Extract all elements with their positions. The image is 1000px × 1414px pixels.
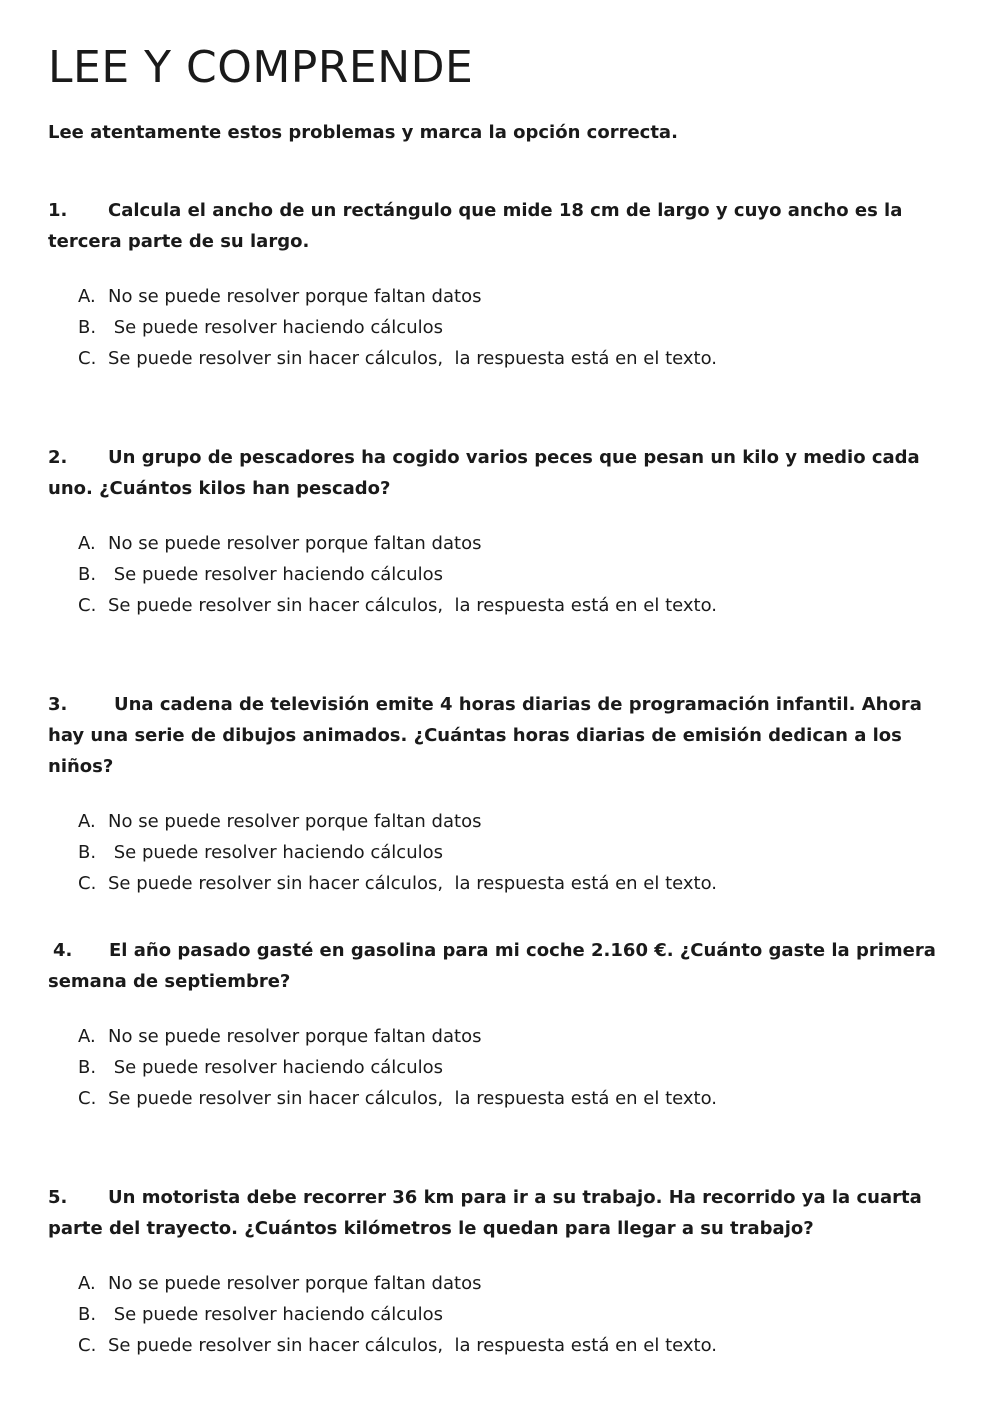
option-letter: B. xyxy=(78,842,97,863)
option-text: Se puede resolver haciendo cálculos xyxy=(108,842,443,863)
option-letter: C. xyxy=(78,873,97,894)
option-b[interactable] xyxy=(78,312,948,343)
option-text: No se puede resolver porque faltan datos xyxy=(108,1273,482,1294)
option-text: Se puede resolver sin hacer cálculos, la respuesta está en el texto. xyxy=(108,595,718,616)
question-statement: Una cadena de televisión emite 4 horas diarias de programación infantil. Ahora hay una serie de dibujos animados. ¿Cuántas horas diarias de emisión dedican a los niños? xyxy=(48,694,922,777)
option-text: Se puede resolver sin hacer cálculos, la respuesta está en el texto. xyxy=(108,348,718,369)
option-letter: A. xyxy=(78,811,96,832)
option-b[interactable] xyxy=(78,1052,948,1083)
option-text: No se puede resolver porque faltan datos xyxy=(108,1026,482,1047)
option-a[interactable] xyxy=(78,1268,948,1299)
question-statement: Calcula el ancho de un rectángulo que mide 18 cm de largo y cuyo ancho es la tercera parte de su largo. xyxy=(48,200,903,252)
options-list xyxy=(78,806,948,899)
option-letter: B. xyxy=(78,1057,97,1078)
option-letter: C. xyxy=(78,595,97,616)
question-number: 4. xyxy=(53,940,73,961)
question-text xyxy=(48,1182,948,1244)
option-text: Se puede resolver haciendo cálculos xyxy=(108,317,443,338)
option-text: Se puede resolver haciendo cálculos xyxy=(108,564,443,585)
option-letter: A. xyxy=(78,286,96,307)
option-text: No se puede resolver porque faltan datos xyxy=(108,811,482,832)
question-number: 3. xyxy=(48,694,68,715)
option-c[interactable] xyxy=(78,1330,948,1361)
option-text: Se puede resolver sin hacer cálculos, la respuesta está en el texto. xyxy=(108,873,718,894)
question-2 xyxy=(48,442,948,621)
option-letter: C. xyxy=(78,1335,97,1356)
question-text xyxy=(48,689,948,782)
question-text xyxy=(48,442,948,504)
option-text: Se puede resolver sin hacer cálculos, la respuesta está en el texto. xyxy=(108,1335,718,1356)
option-letter: A. xyxy=(78,1026,96,1047)
option-letter: C. xyxy=(78,1088,97,1109)
option-letter: A. xyxy=(78,533,96,554)
option-letter: B. xyxy=(78,317,97,338)
question-text xyxy=(48,195,948,257)
page-title: LEE Y COMPRENDE xyxy=(48,42,474,93)
question-text xyxy=(48,935,948,997)
option-b[interactable] xyxy=(78,1299,948,1330)
options-list xyxy=(78,281,948,374)
option-text: No se puede resolver porque faltan datos xyxy=(108,286,482,307)
question-statement: El año pasado gasté en gasolina para mi coche 2.160 €. ¿Cuánto gaste la primera semana de septiembre? xyxy=(48,940,936,992)
options-list xyxy=(78,1021,948,1114)
question-1 xyxy=(48,195,948,374)
option-a[interactable] xyxy=(78,528,948,559)
option-letter: A. xyxy=(78,1273,96,1294)
option-a[interactable] xyxy=(78,281,948,312)
option-text: No se puede resolver porque faltan datos xyxy=(108,533,482,554)
option-b[interactable] xyxy=(78,559,948,590)
options-list xyxy=(78,528,948,621)
option-letter: B. xyxy=(78,1304,97,1325)
option-c[interactable] xyxy=(78,868,948,899)
question-statement: Un grupo de pescadores ha cogido varios peces que pesan un kilo y medio cada uno. ¿Cuántos kilos han pescado? xyxy=(48,447,920,499)
option-text: Se puede resolver haciendo cálculos xyxy=(108,1057,443,1078)
option-b[interactable] xyxy=(78,837,948,868)
question-number: 2. xyxy=(48,447,68,468)
option-a[interactable] xyxy=(78,1021,948,1052)
option-c[interactable] xyxy=(78,1083,948,1114)
question-3 xyxy=(48,689,948,899)
option-c[interactable] xyxy=(78,343,948,374)
option-text: Se puede resolver sin hacer cálculos, la respuesta está en el texto. xyxy=(108,1088,718,1109)
question-statement: Un motorista debe recorrer 36 km para ir a su trabajo. Ha recorrido ya la cuarta parte del trayecto. ¿Cuántos kilómetros le quedan para llegar a su trabajo? xyxy=(48,1187,922,1239)
option-text: Se puede resolver haciendo cálculos xyxy=(108,1304,443,1325)
question-number: 5. xyxy=(48,1187,68,1208)
question-5 xyxy=(48,1182,948,1361)
option-c[interactable] xyxy=(78,590,948,621)
question-4 xyxy=(48,935,948,1114)
instructions: Lee atentamente estos problemas y marca la opción correcta. xyxy=(48,122,678,143)
option-a[interactable] xyxy=(78,806,948,837)
option-letter: C. xyxy=(78,348,97,369)
options-list xyxy=(78,1268,948,1361)
question-number: 1. xyxy=(48,200,68,221)
option-letter: B. xyxy=(78,564,97,585)
